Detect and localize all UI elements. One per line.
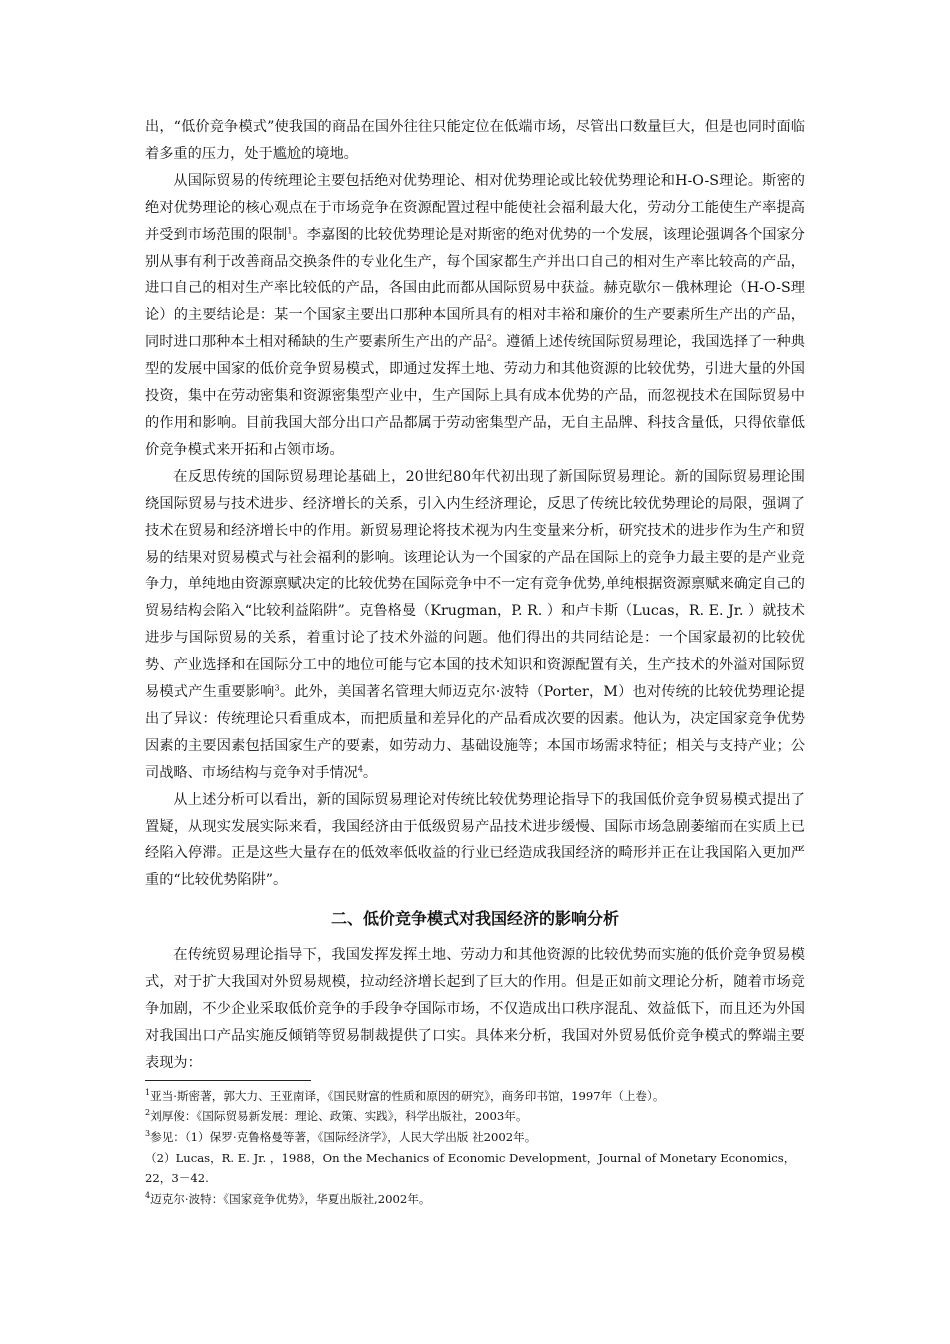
footnote-ref: 3 <box>274 683 280 693</box>
footnote <box>145 1086 805 1107</box>
paragraph <box>145 464 805 787</box>
paragraph <box>145 787 805 895</box>
footnote <box>145 1106 805 1127</box>
footnote-text: （2）Lucas，R. E. Jr. ，1988，On the Mechanics of Economic Development，Journal of Monetary Economics，22，3－42. <box>145 1150 796 1186</box>
footnote-separator <box>145 1080 311 1081</box>
paragraph-text: 。 <box>362 764 378 781</box>
paragraph-text: 出，“低价竞争模式”使我国的商品在国外往往只能定位在低端市场，尽管出口数量巨大，但是也同时面临着多重的压力，处于尴尬的境地。 <box>145 119 805 162</box>
paragraph-text: 。李嘉图的比较优势理论是对斯密的绝对优势的一个发展，该理论强调各个国家分别从事有利于改善商品交换条件的专业化生产，每个国家都生产并出口自己的相对生产率比较高的产品，进口自己的相对生产率比较低的产品，各国由此而都从国际贸易中获益。赫克歇尔－俄林理论（H-O-S理论）的主要结论是：某一个国家主要出口那种本国所具有的相对丰裕和廉价的生产要素所生产出的产品，同时进口那种本土相对稀缺的生产要素所生产出的产品 <box>145 226 805 351</box>
footnote-ref: 4 <box>357 764 363 774</box>
paragraph-text: 从国际贸易的传统理论主要包括绝对优势理论、相对优势理论或比较优势理论和H-O-S理论。斯密的绝对优势理论的核心观点在于市场竞争在资源配置过程中能使社会福利最大化，劳动分工能使生产率提高并受到市场范围的限制 <box>145 172 805 243</box>
paragraph <box>145 114 805 168</box>
paragraph-text: 从上述分析可以看出，新的国际贸易理论对传统比较优势理论指导下的我国低价竞争贸易模式提出了置疑，从现实发展实际来看，我国经济由于低级贸易产品技术进步缓慢、国际市场急剧萎缩而在实质上已经陷入停滞。正是这些大量存在的低效率低收益的行业已经造成我国经济的畸形并正在让我国陷入更加严重的“比较优势陷阱”。 <box>145 791 805 889</box>
footnote-text: 参见：（1）保罗·克鲁格曼等著，《国际经济学》，人民大学出版 社2002年。 <box>150 1130 537 1144</box>
footnotes <box>145 1086 805 1210</box>
footnote-ref: 1 <box>287 225 293 235</box>
body-text-bottom <box>145 942 805 1077</box>
footnote <box>145 1127 805 1148</box>
paragraph-text: 。遵循上述传统国际贸易理论，我国选择了一种典型的发展中国家的低价竞争贸易模式，即通过发挥土地、劳动力和其他资源的比较优势，引进大量的外国投资，集中在劳动密集和资源密集型产业中，生产国际上具有成本优势的产品，而忽视技术在国际贸易中的作用和影响。目前我国大部分出口产品都属于劳动密集型产品，无自主品牌、科技含量低，只得依靠低价竞争模式来开拓和占领市场。 <box>145 334 805 458</box>
section-heading: 二、低价竞争模式对我国经济的影响分析 <box>330 909 619 929</box>
footnote-ref: 2 <box>486 333 492 343</box>
paragraph-text: 在反思传统的国际贸易理论基础上，20世纪80年代初出现了新国际贸易理论。新的国际贸易理论围绕国际贸易与技术进步、经济增长的关系，引入内生经济理论，反思了传统比较优势理论的局限，强调了技术在贸易和经济增长中的作用。新贸易理论将技术视为内生变量来分析，研究技术的进步作为生产和贸易的结果对贸易模式与社会福利的影响。该理论认为一个国家的产品在国际上的竞争力最主要的是产业竞争力，单纯地由资源禀赋决定的比较优势在国际竞争中不一定有竞争优势,单纯根据资源禀赋来确定自己的贸易结构会陷入“比较利益陷阱”。克鲁格曼（Krugman，P. R. ）和卢卡斯（Lucas，R. E. Jr. ）就技术进步与国际贸易的关系，着重讨论了技术外溢的问题。他们得出的共同结论是：一个国家最初的比较优势、产业选择和在国际分工中的地位可能与它本国的技术知识和资源配置有关，生产技术的外溢对国际贸易模式产生重要影响 <box>145 468 805 701</box>
footnote-number: 4 <box>145 1190 151 1200</box>
footnote <box>145 1189 805 1210</box>
footnote-text: 刘厚俊：《国际贸易新发展：理论、政策、实践》，科学出版社，2003年。 <box>150 1109 528 1124</box>
footnote-text: 亚当·斯密著，郭大力、王亚南译，《国民财富的性质和原因的研究》，商务印书馆，1997年（上卷）。 <box>150 1088 665 1103</box>
document-page <box>145 114 805 1209</box>
footnote-number: 3 <box>145 1129 151 1139</box>
paragraph <box>145 942 805 1077</box>
footnote <box>145 1148 805 1189</box>
footnote-text: 迈克尔·波特：《国家竞争优势》，华夏出版社,2002年。 <box>150 1191 431 1206</box>
paragraph-text: 在传统贸易理论指导下，我国发挥发挥土地、劳动力和其他资源的比较优势而实施的低价竞争贸易模式，对于扩大我国对外贸易规模，拉动经济增长起到了巨大的作用。但是正如前文理论分析，随着市场竞争加剧，不少企业采取低价竞争的手段争夺国际市场，不仅造成出口秩序混乱、效益低下，而且还为外国对我国出口产品实施反倾销等贸易制裁提供了口实。具体来分析，我国对外贸易低价竞争模式的弊端主要表现为： <box>145 947 805 1071</box>
body-text-top <box>145 114 805 894</box>
paragraph <box>145 168 805 464</box>
paragraph-text: 。此外，美国著名管理大师迈克尔·波特（Porter，M）也对传统的比较优势理论提出了异议：传统理论只看重成本，而把质量和差异化的产品看成次要的因素。他认为，决定国家竞争优势因素的主要因素包括国家生产的要素，如劳动力、基础设施等；本国市场需求特征；相关与支持产业；公司战略、市场结构与竞争对手情况 <box>145 684 805 781</box>
footnote-number: 2 <box>145 1108 151 1118</box>
footnote-number: 1 <box>145 1087 151 1097</box>
